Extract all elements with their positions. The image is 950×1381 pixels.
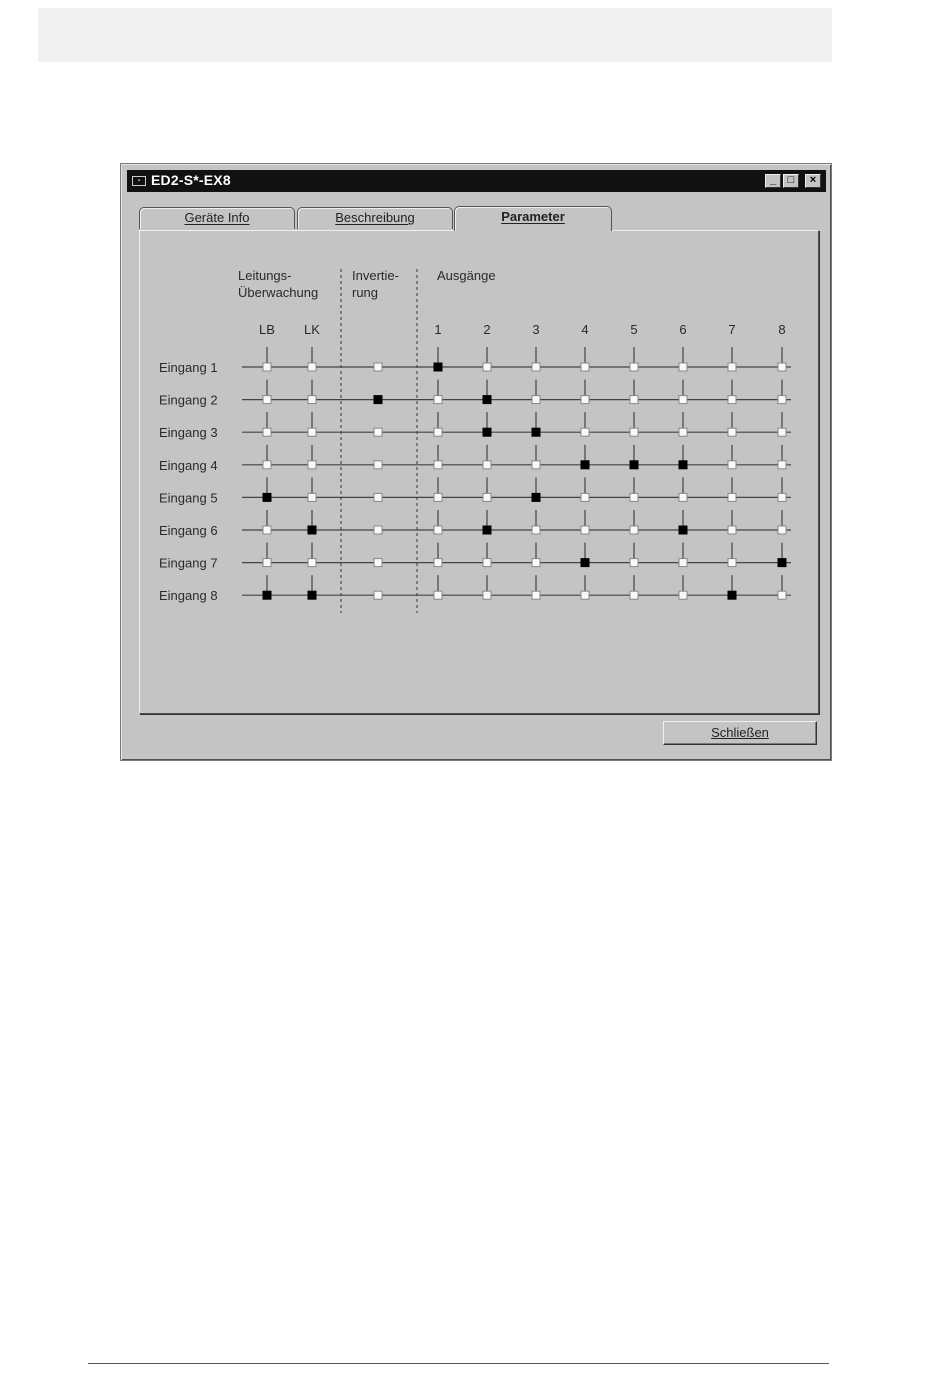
column-header: 6 [679, 322, 687, 337]
matrix-checkbox[interactable] [483, 363, 491, 371]
matrix-checkbox[interactable] [308, 396, 316, 404]
matrix-checkbox[interactable] [630, 428, 638, 436]
matrix-checkbox[interactable] [434, 428, 442, 436]
close-button[interactable]: Schließen [663, 721, 817, 745]
matrix-checkbox[interactable] [263, 396, 271, 404]
row-label: Eingang 8 [159, 588, 218, 604]
matrix-checkbox[interactable] [532, 559, 540, 567]
matrix-checkbox[interactable] [483, 559, 491, 567]
matrix-checkbox[interactable] [778, 493, 786, 501]
maximize-button[interactable]: □ [783, 174, 799, 188]
matrix-checkbox[interactable] [728, 591, 736, 599]
matrix-checkbox[interactable] [434, 526, 442, 534]
matrix-checkbox[interactable] [263, 428, 271, 436]
matrix-checkbox[interactable] [728, 493, 736, 501]
group-label-monitoring: Überwachung [238, 285, 319, 300]
matrix-checkbox[interactable] [532, 396, 540, 404]
matrix-checkbox[interactable] [581, 591, 589, 599]
matrix-checkbox[interactable] [483, 396, 491, 404]
matrix-checkbox[interactable] [679, 591, 687, 599]
row-label: Eingang 3 [159, 425, 218, 441]
column-header: 1 [434, 322, 442, 337]
matrix-checkbox[interactable] [630, 493, 638, 501]
matrix-checkbox[interactable] [374, 363, 382, 371]
matrix-checkbox[interactable] [581, 363, 589, 371]
matrix-checkbox[interactable] [308, 461, 316, 469]
matrix-checkbox[interactable] [581, 428, 589, 436]
matrix-checkbox[interactable] [581, 559, 589, 567]
matrix-checkbox[interactable] [778, 363, 786, 371]
matrix-checkbox[interactable] [374, 493, 382, 501]
matrix-checkbox[interactable] [778, 591, 786, 599]
column-header: LB [259, 322, 275, 337]
matrix-checkbox[interactable] [728, 363, 736, 371]
matrix-checkbox[interactable] [263, 493, 271, 501]
column-header: 5 [630, 322, 638, 337]
parameter-panel [139, 230, 819, 714]
column-header: LK [304, 322, 320, 337]
matrix-checkbox[interactable] [308, 493, 316, 501]
matrix-checkbox[interactable] [434, 559, 442, 567]
io-matrix [140, 231, 818, 713]
matrix-checkbox[interactable] [630, 559, 638, 567]
title-bar[interactable] [127, 170, 826, 192]
matrix-checkbox[interactable] [679, 526, 687, 534]
row-label: Eingang 2 [159, 392, 218, 408]
app-icon: ▪ [132, 176, 146, 186]
matrix-checkbox[interactable] [778, 559, 786, 567]
matrix-checkbox[interactable] [728, 396, 736, 404]
matrix-checkbox[interactable] [630, 526, 638, 534]
row-label: Eingang 4 [159, 457, 218, 473]
column-header: 4 [581, 322, 589, 337]
matrix-checkbox[interactable] [778, 428, 786, 436]
matrix-checkbox[interactable] [374, 396, 382, 404]
matrix-checkbox[interactable] [308, 559, 316, 567]
matrix-checkbox[interactable] [532, 461, 540, 469]
matrix-checkbox[interactable] [630, 396, 638, 404]
matrix-checkbox[interactable] [630, 363, 638, 371]
minimize-button[interactable]: _ [765, 174, 781, 188]
row-label: Eingang 7 [159, 555, 218, 571]
row-label: Eingang 1 [159, 360, 218, 375]
matrix-checkbox[interactable] [532, 526, 540, 534]
group-label-inversion: Invertie- [352, 268, 399, 283]
matrix-checkbox[interactable] [728, 428, 736, 436]
matrix-checkbox[interactable] [263, 526, 271, 534]
matrix-checkbox[interactable] [263, 559, 271, 567]
footer-rule [88, 1363, 829, 1364]
matrix-checkbox[interactable] [374, 428, 382, 436]
window-title: ED2-S*-EX8 [151, 172, 231, 188]
matrix-checkbox[interactable] [308, 591, 316, 599]
matrix-checkbox[interactable] [308, 363, 316, 371]
matrix-checkbox[interactable] [581, 526, 589, 534]
matrix-checkbox[interactable] [679, 559, 687, 567]
matrix-checkbox[interactable] [434, 396, 442, 404]
matrix-checkbox[interactable] [434, 461, 442, 469]
matrix-checkbox[interactable] [679, 461, 687, 469]
column-header: 3 [532, 322, 540, 337]
matrix-checkbox[interactable] [483, 428, 491, 436]
matrix-checkbox[interactable] [263, 591, 271, 599]
matrix-checkbox[interactable] [532, 591, 540, 599]
matrix-checkbox[interactable] [679, 396, 687, 404]
close-window-button[interactable]: × [805, 174, 821, 188]
matrix-checkbox[interactable] [434, 363, 442, 371]
matrix-checkbox[interactable] [679, 493, 687, 501]
matrix-checkbox[interactable] [778, 461, 786, 469]
matrix-checkbox[interactable] [434, 591, 442, 599]
column-header: 2 [483, 322, 491, 337]
matrix-checkbox[interactable] [728, 461, 736, 469]
matrix-checkbox[interactable] [263, 363, 271, 371]
matrix-checkbox[interactable] [728, 526, 736, 534]
matrix-checkbox[interactable] [679, 363, 687, 371]
matrix-checkbox[interactable] [483, 591, 491, 599]
tab-beschreibung[interactable]: Beschreibung [297, 207, 453, 229]
matrix-checkbox[interactable] [483, 526, 491, 534]
matrix-checkbox[interactable] [434, 493, 442, 501]
column-header: 8 [778, 322, 786, 337]
matrix-checkbox[interactable] [308, 526, 316, 534]
matrix-checkbox[interactable] [532, 493, 540, 501]
row-label: Eingang 5 [159, 490, 218, 506]
matrix-checkbox[interactable] [581, 493, 589, 501]
dialog-window [120, 163, 832, 761]
matrix-checkbox[interactable] [374, 591, 382, 599]
matrix-checkbox[interactable] [483, 461, 491, 469]
column-header: 7 [728, 322, 736, 337]
matrix-checkbox[interactable] [630, 591, 638, 599]
tab-geraete-info[interactable]: Geräte Info [139, 207, 295, 229]
matrix-checkbox[interactable] [728, 559, 736, 567]
matrix-checkbox[interactable] [778, 396, 786, 404]
row-label: Eingang 6 [159, 523, 218, 538]
matrix-checkbox[interactable] [374, 559, 382, 567]
tab-parameter[interactable]: Parameter [454, 206, 612, 231]
matrix-checkbox[interactable] [581, 461, 589, 469]
matrix-checkbox[interactable] [679, 428, 687, 436]
matrix-checkbox[interactable] [630, 461, 638, 469]
matrix-checkbox[interactable] [532, 428, 540, 436]
group-label-monitoring: Leitungs- [238, 268, 292, 283]
matrix-checkbox[interactable] [263, 461, 271, 469]
group-label-inversion: rung [352, 285, 379, 300]
matrix-checkbox[interactable] [532, 363, 540, 371]
page-header-band [38, 8, 832, 62]
matrix-checkbox[interactable] [308, 428, 316, 436]
matrix-checkbox[interactable] [374, 526, 382, 534]
matrix-checkbox[interactable] [778, 526, 786, 534]
matrix-checkbox[interactable] [374, 461, 382, 469]
matrix-checkbox[interactable] [581, 396, 589, 404]
group-label-outputs: Ausgänge [437, 268, 496, 283]
matrix-checkbox[interactable] [483, 493, 491, 501]
